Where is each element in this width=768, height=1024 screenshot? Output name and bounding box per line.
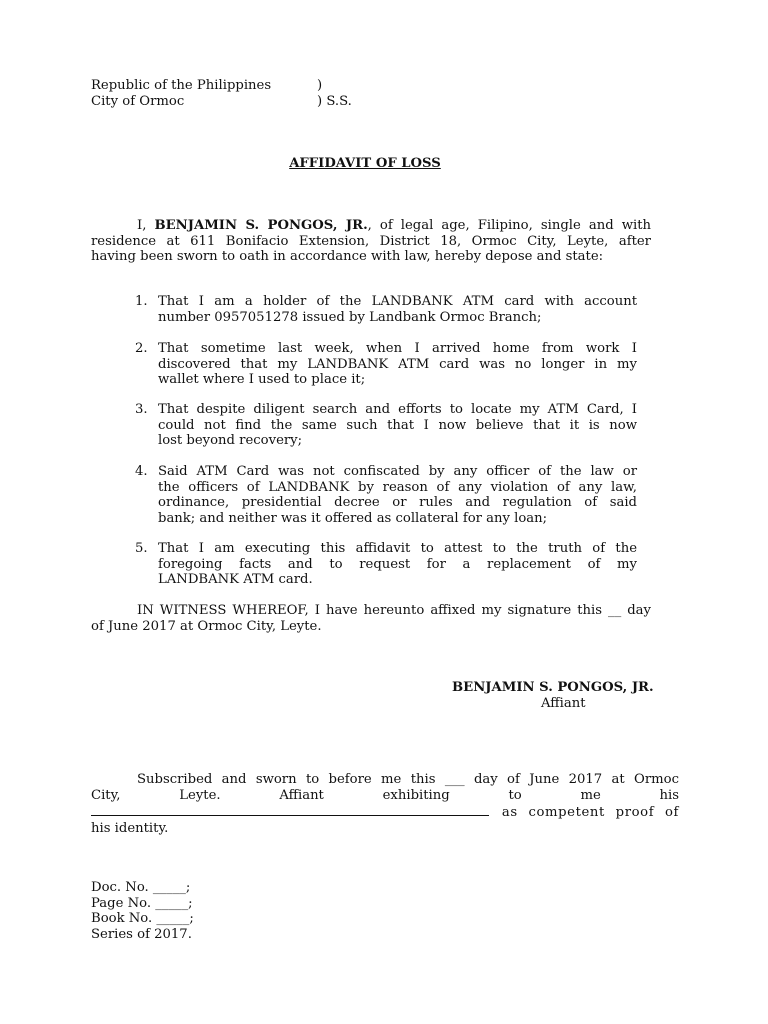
item-line: foregoing facts and to request for a replacement of my: [158, 556, 637, 572]
affidavit-document: [91, 0, 679, 1024]
item-line: That I am executing this affidavit to attest to the truth of the: [158, 541, 637, 556]
list-item: [158, 464, 637, 526]
venue-republic: Republic of the Philippines: [91, 78, 272, 93]
item-line: discovered that my LANDBANK ATM card was no longer in my: [158, 356, 637, 372]
item-number: 5.: [135, 541, 148, 556]
witness-line-2: of June 2017 at Ormoc City, Leyte.: [91, 618, 322, 634]
item-line: bank; and neither was it offered as collateral for any loan;: [158, 510, 548, 526]
page-no: Page No. _____;: [91, 896, 193, 911]
item-line: That sometime last week, when I arrived home from work I: [158, 341, 637, 356]
item-line: number 0957051278 issued by Landbank Ormoc Branch;: [158, 309, 542, 325]
intro-prefix: I,: [137, 218, 155, 233]
item-number: 3.: [135, 402, 148, 417]
list-item: [158, 402, 637, 449]
item-line: Said ATM Card was not confiscated by any officer of the law or: [158, 464, 637, 479]
jurat-line-3: [91, 803, 679, 821]
venue-ss: ) S.S.: [317, 94, 352, 109]
affiant-signature-name: BENJAMIN S. PONGOS, JR.: [452, 680, 654, 695]
id-blank-line: [91, 803, 489, 816]
witness-line-1: IN WITNESS WHEREOF, I have hereunto affixed my signature this __ day: [137, 603, 651, 618]
item-line: lost beyond recovery;: [158, 433, 303, 449]
intro-line-1-rest: , of legal age, Filipino, single and with: [367, 218, 652, 233]
document-title: AFFIDAVIT OF LOSS: [289, 156, 441, 171]
affiant-label: Affiant: [541, 696, 586, 711]
venue-city: City of Ormoc: [91, 94, 185, 109]
intro-paragraph: [91, 218, 651, 265]
jurat-line-3-text: as competent proof of: [501, 805, 679, 821]
intro-line-2: residence at 611 Bonifacio Extension, District 18, Ormoc City, Leyte, after: [91, 233, 651, 249]
item-number: 1.: [135, 294, 148, 309]
item-line: That despite diligent search and efforts to locate my ATM Card, I: [158, 402, 637, 417]
list-item: [158, 341, 637, 388]
item-number: 4.: [135, 464, 148, 479]
jurat-line-1: Subscribed and sworn to before me this ___ day of June 2017 at Ormoc: [137, 772, 679, 787]
book-no: Book No. _____;: [91, 911, 194, 926]
witness-paragraph: [91, 603, 651, 634]
intro-line-1: [91, 218, 651, 234]
jurat-line-2: City, Leyte. Affiant exhibiting to me his: [91, 787, 679, 803]
item-line: LANDBANK ATM card.: [158, 572, 313, 588]
jurat-line-4: his identity.: [91, 820, 169, 836]
list-item: [158, 541, 637, 588]
doc-no: Doc. No. _____;: [91, 880, 191, 895]
list-item: [158, 294, 637, 325]
item-line: the officers of LANDBANK by reason of any violation of any law,: [158, 479, 637, 495]
item-line: wallet where I used to place it;: [158, 372, 366, 388]
jurat-paragraph: [91, 772, 679, 836]
series-year: Series of 2017.: [91, 927, 192, 942]
item-line: That I am a holder of the LANDBANK ATM card with account: [158, 294, 637, 309]
item-line: ordinance, presidential decree or rules and regulation of said: [158, 495, 637, 511]
intro-line-3: having been sworn to oath in accordance with law, hereby depose and state:: [91, 249, 604, 265]
venue-paren: ): [317, 78, 323, 93]
item-number: 2.: [135, 341, 148, 356]
affiant-name-inline: BENJAMIN S. PONGOS, JR.: [154, 218, 368, 233]
item-line: could not find the same such that I now believe that it is now: [158, 417, 637, 433]
